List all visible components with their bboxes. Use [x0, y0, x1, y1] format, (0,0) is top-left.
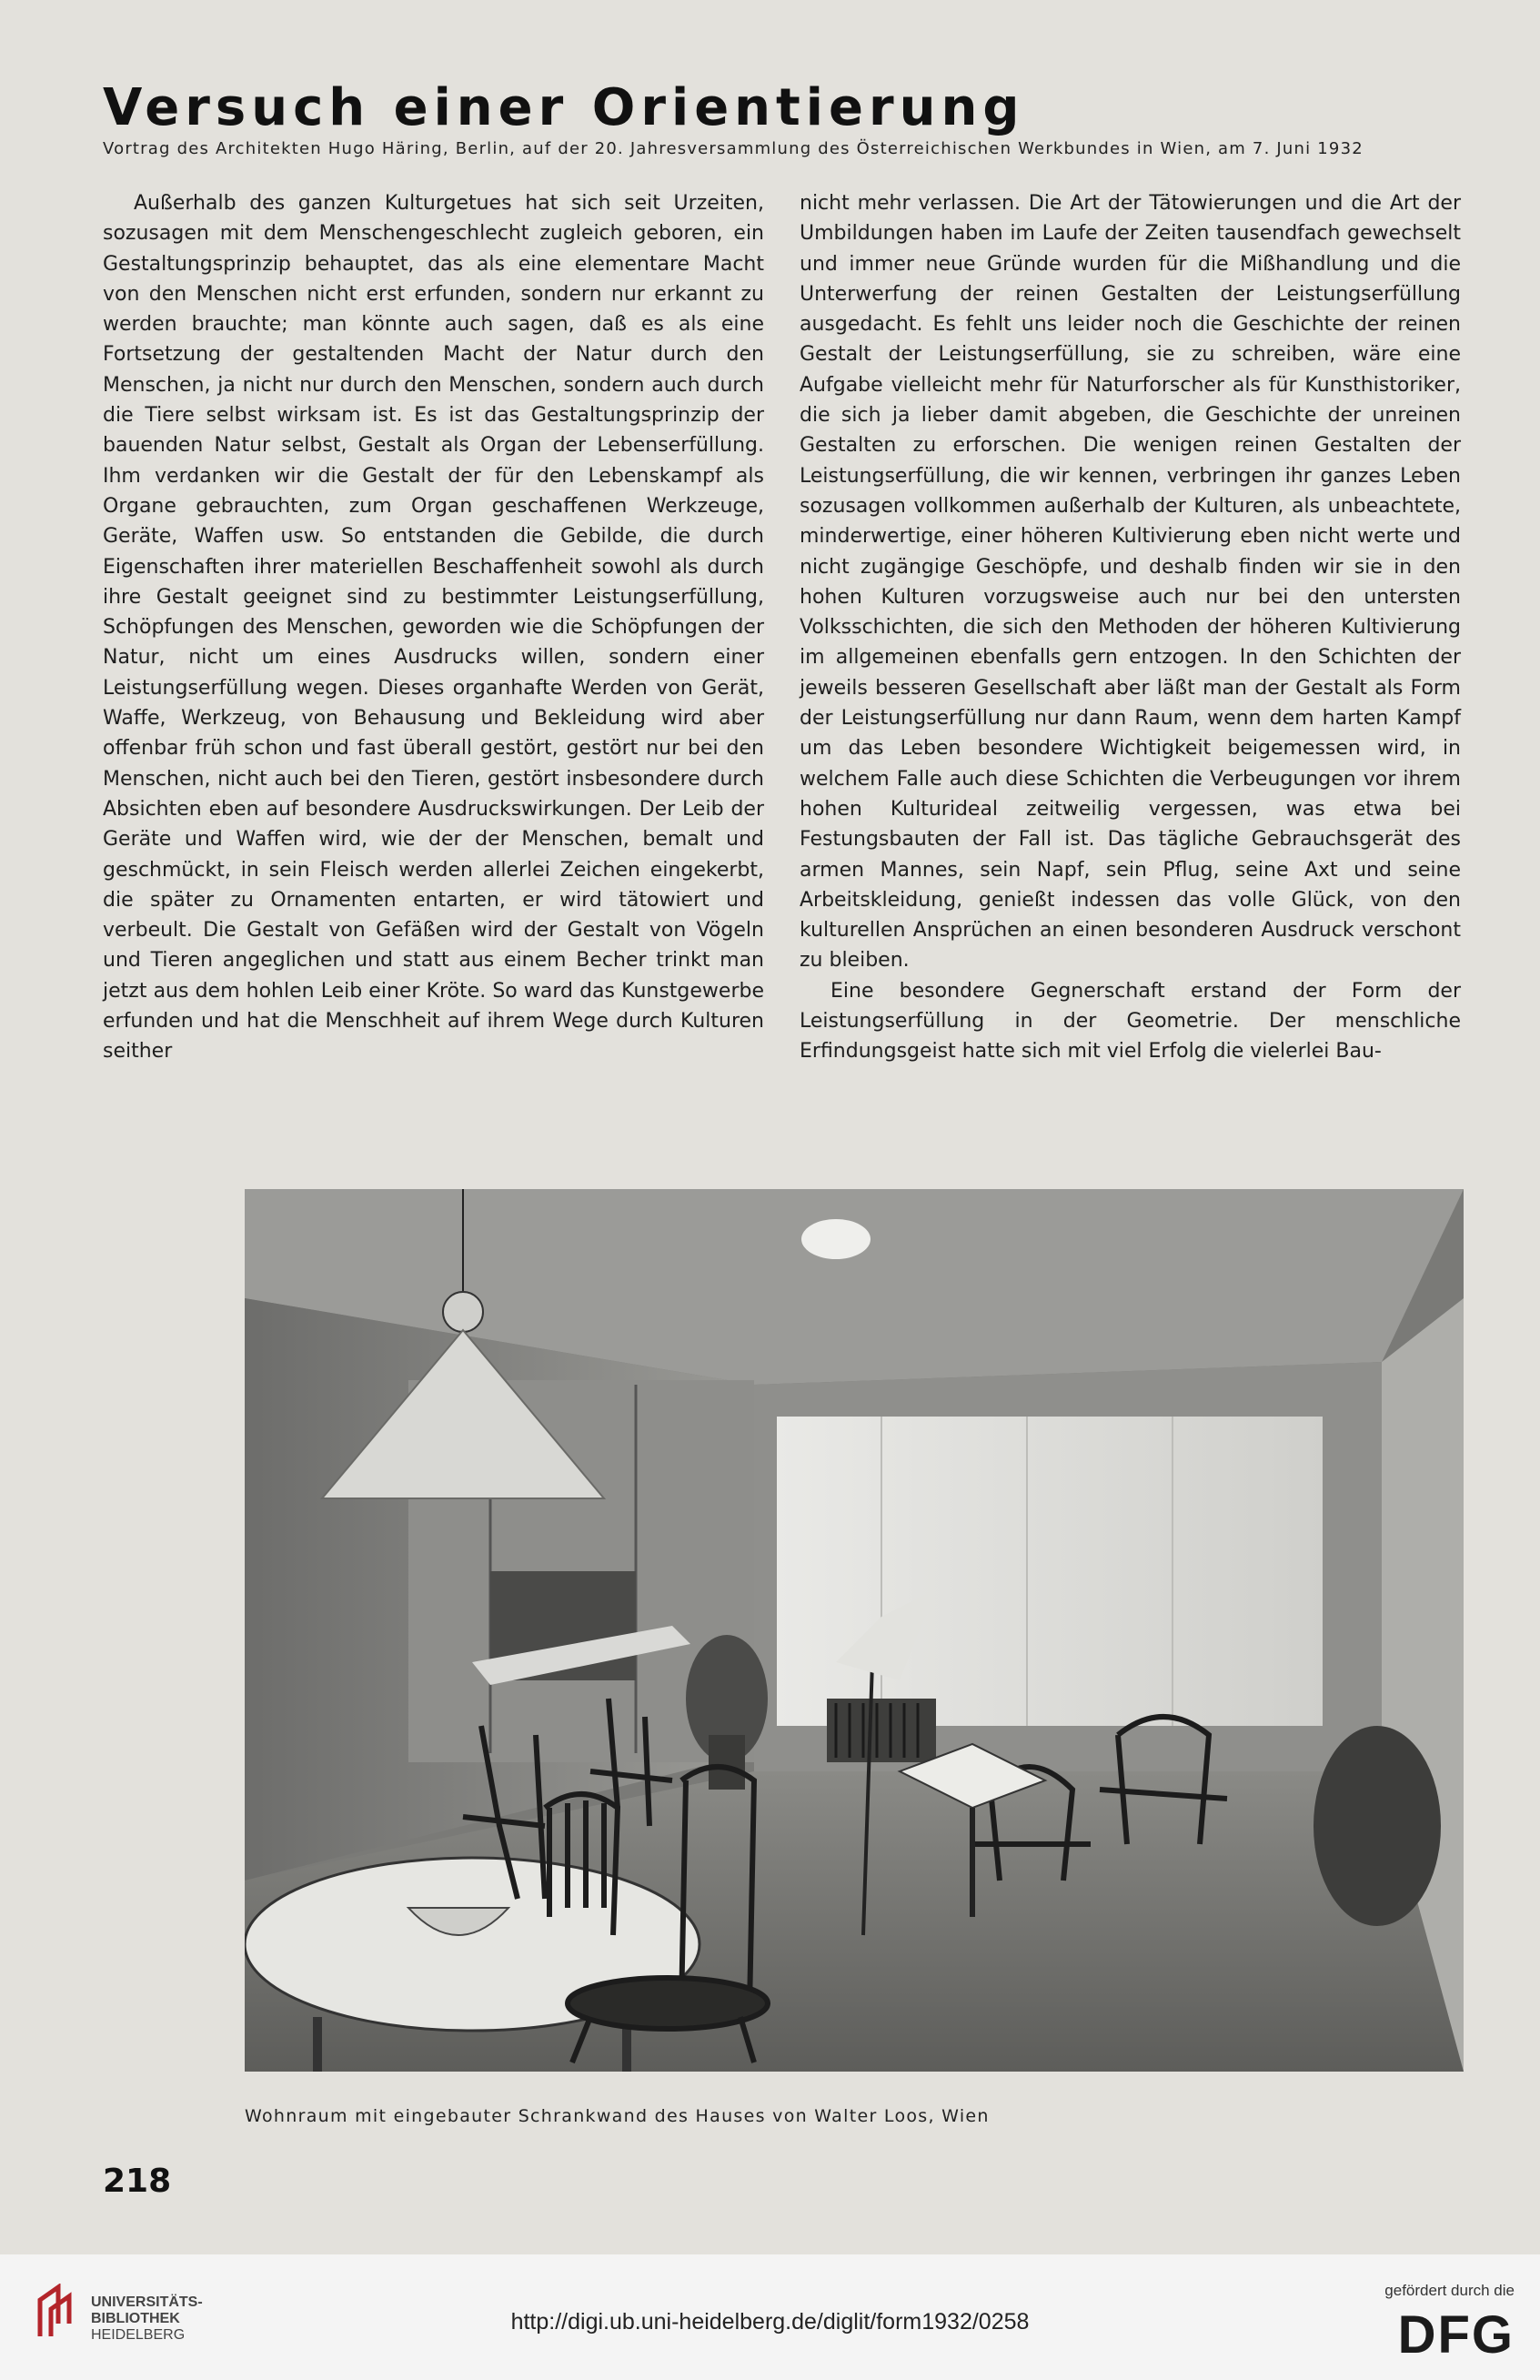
source-url-link[interactable]: http://digi.ub.uni-heidelberg.de/diglit/form1932/0258 [510, 2309, 1030, 2335]
interior-photograph [245, 1189, 1464, 2072]
library-name-line: UNIVERSITÄTS- [91, 2294, 203, 2310]
paragraph: Außerhalb des ganzen Kulturgetues hat sich seit Urzeiten, sozusagen mit dem Menschengeschlecht zugleich geboren, ein Gestaltungsprinzip behauptet, das als eine elementare Macht von den Menschen nicht erst erfunden, sondern nur erkannt zu werden brauchte; man könnte auch sagen, daß es als eine Fortsetzung der gestaltenden Macht der Natur durch den Menschen, ja nicht nur durch den Menschen, sondern auch durch die Tiere selbst wirksam ist. Es ist das Gestaltungsprinzip der bauenden Natur selbst, Gestalt als Organ der Lebenserfüllung. Ihm verdanken wir die Gestalt der für den Lebenskampf als Organe gebrauchten, zum Organ geschaffenen Werkzeuge, Geräte, Waffen usw. So entstanden die Gebilde, die durch Eigenschaften ihrer materiellen Beschaffenheit sowohl als durch ihre Gestalt geeignet sind zu bestimmter Leistungserfüllung, Schöpfungen des Menschen, geworden wie die Schöpfungen der Natur, nicht um eines Ausdrucks willen, sondern einer Leistungserfüllung wegen. Dieses organhafte Werden von Gerät, Waffe, Werkzeug, von Behausung und Bekleidung wird aber offenbar früh schon und fast überall gestört, gestört nur bei den Menschen, nicht auch bei den Tieren, gestört insbesondere durch Absichten eben auf besondere Ausdruckswirkungen. Der Leib der Geräte und Waffen wird, wie der der Menschen, bemalt und geschmückt, in sein Fleisch werden allerlei Zeichen eingekerbt, die später zu Ornamenten entarten, er wird tätowiert und verbeult. Die Gestalt von Gefäßen wird der Gestalt von Vögeln und Tieren angeglichen und statt aus einem Becher trinkt man jetzt aus dem hohlen Leib einer Kröte. So ward das Kunstgewerbe erfunden und hat die Menschheit auf ihrem Wege durch Kulturen seither [103, 192, 764, 1064]
digitization-footer [0, 2254, 1540, 2380]
library-name-line: BIBLIOTHEK [91, 2311, 180, 2326]
article-subtitle: Vortrag des Architekten Hugo Häring, Berlin, auf der 20. Jahresversammlung des Österreichischen Werkbundes in Wien, am 7. Juni 1932 [103, 139, 1364, 158]
figure-caption: Wohnraum mit eingebauter Schrankwand des Hauses von Walter Loos, Wien [245, 2106, 990, 2126]
dfg-logo: DFG [1397, 2305, 1515, 2365]
article-title: Versuch einer Orientierung [103, 78, 1025, 137]
library-name-line: HEIDELBERG [91, 2327, 186, 2343]
funding-label: gefördert durch die [1384, 2282, 1515, 2299]
text-column-left [103, 188, 764, 1067]
paragraph: nicht mehr verlassen. Die Art der Tätowierungen und die Art der Umbildungen haben im Laufe der Zeiten tausendfach gewechselt und immer neue Gründe wurden für die Mißhandlung und die Unterwerfung der reinen Gestalten der Leistungserfüllung ausgedacht. Es fehlt uns leider noch die Geschichte der reinen Gestalt der Leistungserfüllung, sie zu schreiben, wäre eine Aufgabe vielleicht mehr für Naturforscher als für Kunsthistoriker, die sich ja lieber damit abgeben, die Geschichte der unreinen Gestalten zu erforschen. Die wenigen reinen Gestalten der Leistungserfüllung, die wir kennen, verbringen ihr ganzes Leben sozusagen vollkommen außerhalb der Kulturen, als unbeachtete, minderwertige, einer höheren Kultivierung eben nicht werte und nicht zugängige Geschöpfe, und deshalb finden wir sie in den hohen Kulturen vorzugsweise auch nur bei den untersten Volksschichten, die sich den Methoden der höheren Kultivierung im allgemeinen ebenfalls gern entzogen. In den Schichten der jeweils besseren Gesellschaft aber läßt man der Gestalt als Form der Leistungserfüllung nur dann Raum, wenn dem harten Kampf um das Leben besondere Wichtigkeit beigemessen wird, in welchem Falle auch diese Schichten die Verbeugungen vor ihrem hohen Kulturideal zeitweilig vergessen, was etwa bei Festungsbauten der Fall ist. Das tägliche Gebrauchsgerät des armen Mannes, sein Napf, sein Pflug, seine Axt und seine Arbeitskleidung, genießt indessen das volle Glück, von den kulturellen Ansprüchen an einen besonderen Ausdruck verschont zu bleiben. [800, 192, 1461, 973]
page-number: 218 [103, 2163, 172, 2200]
paragraph: Eine besondere Gegnerschaft erstand der Form der Leistungserfüllung in der Geometrie. Der menschliche Erfindungsgeist hatte sich mit viel Erfolg die vielerlei Bau- [800, 979, 1461, 1064]
text-column-right [800, 188, 1461, 1067]
